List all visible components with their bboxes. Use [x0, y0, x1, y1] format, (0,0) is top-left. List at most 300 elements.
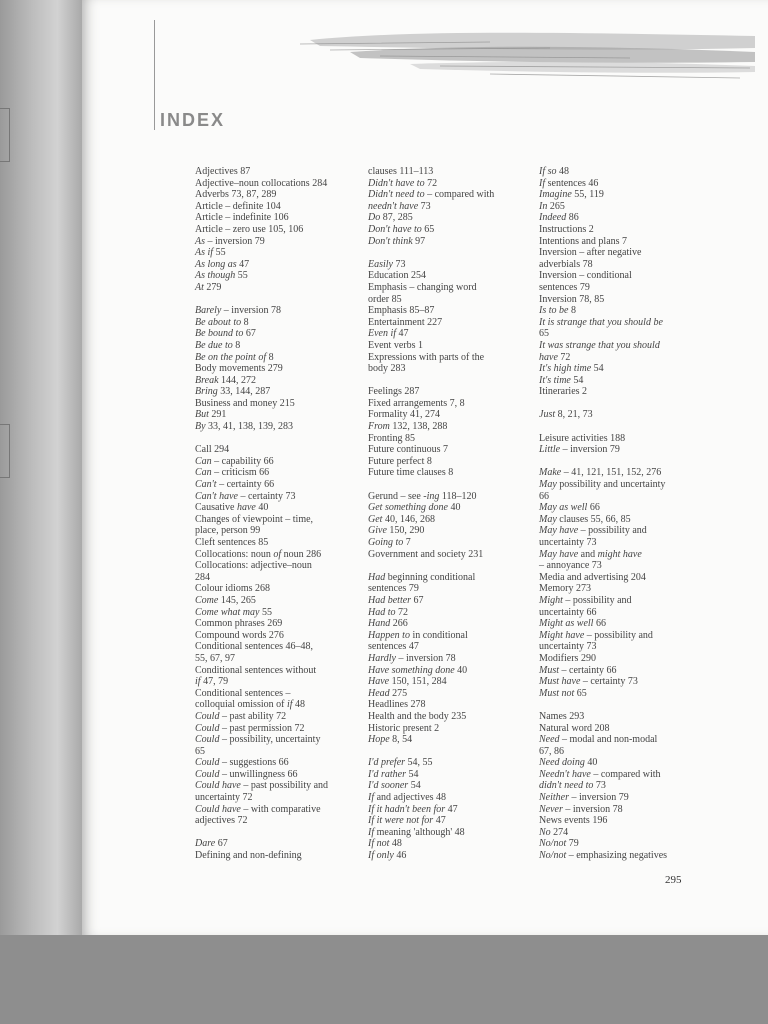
index-text: sentences 46 [545, 177, 599, 189]
index-term-italic: No [539, 826, 551, 838]
index-text: – possibility, uncertainty [219, 734, 321, 746]
index-entry [539, 317, 679, 329]
index-text: order 85 [368, 293, 402, 305]
index-text: Inversion – after negative [539, 247, 642, 259]
index-text: – suggestions 66 [219, 757, 289, 769]
index-term-italic: If so [539, 166, 557, 177]
index-text: – certainty 66 [216, 479, 275, 491]
index-term-italic: Hand [368, 618, 391, 630]
index-text: 54 [570, 374, 584, 386]
index-entry [539, 502, 679, 514]
index-entry [368, 757, 533, 769]
index-term-italic: Going to [368, 537, 404, 548]
index-entry [368, 838, 533, 850]
index-entry [195, 166, 360, 178]
index-text: 73 [593, 780, 606, 792]
index-entry [195, 525, 360, 537]
index-entry [368, 827, 533, 839]
index-entry [195, 247, 360, 259]
index-gap [195, 827, 360, 839]
index-text: 66 [587, 502, 600, 514]
index-text: Natural word 208 [539, 722, 610, 734]
index-entry [368, 224, 533, 236]
index-text: – unwillingness 66 [219, 768, 298, 780]
index-term-italic: Must [539, 664, 559, 676]
index-text: 284 [195, 571, 210, 583]
index-entry [195, 212, 360, 224]
index-term-italic: May [539, 479, 557, 491]
index-entry [368, 804, 533, 816]
index-text: 73 [418, 200, 431, 212]
index-text: 86 [566, 212, 579, 224]
index-entry [368, 189, 533, 201]
index-term-italic: I'd sooner [368, 780, 409, 792]
index-text: – past permission 72 [219, 722, 305, 734]
index-text: Historic present 2 [368, 722, 440, 734]
index-text: 65 [539, 328, 549, 340]
index-entry [539, 236, 679, 248]
index-text: 291 [208, 409, 227, 421]
index-entry [368, 711, 533, 723]
index-entry [539, 282, 679, 294]
index-gap [368, 479, 533, 491]
index-text: place, person 99 [195, 525, 261, 537]
index-entry [539, 467, 679, 479]
index-text: Modifiers 290 [539, 652, 596, 664]
index-column-3 [539, 166, 679, 862]
index-entry [195, 491, 360, 503]
index-entry [195, 514, 360, 526]
index-text: 40 [584, 757, 598, 769]
index-term-italic: Didn't need to [368, 189, 425, 201]
index-text: 48 [292, 699, 306, 711]
index-entry [368, 595, 533, 607]
index-text: 8, 21, 73 [555, 409, 593, 421]
index-text: Adjectives 87 [195, 166, 251, 177]
index-entry [195, 804, 360, 816]
index-entry [368, 699, 533, 711]
index-text: Emphasis 85–87 [368, 305, 435, 317]
index-text: 55 [213, 247, 226, 259]
index-entry [539, 607, 679, 619]
index-entry [539, 189, 679, 201]
index-text: Common phrases 269 [195, 618, 283, 630]
index-text: 47 [396, 328, 409, 340]
index-text: 67, 86 [539, 745, 564, 757]
index-term-italic: Happen to [368, 629, 410, 641]
index-entry [195, 630, 360, 642]
index-entry [195, 352, 360, 364]
index-term-italic: I'd prefer [368, 757, 406, 769]
index-text: beginning conditional [385, 571, 476, 583]
index-entry [195, 665, 360, 677]
index-text: uncertainty 72 [195, 792, 253, 804]
index-text: sentences 79 [539, 281, 590, 293]
index-term-italic: Might [539, 594, 563, 606]
index-entry [539, 815, 679, 827]
index-text: 65 [574, 687, 587, 699]
index-entry [195, 409, 360, 421]
index-entry [195, 479, 360, 491]
index-entry [195, 583, 360, 595]
index-entry [368, 270, 533, 282]
index-entry [195, 792, 360, 804]
index-text: – possibility and [578, 525, 647, 537]
index-text: adverbials 78 [539, 258, 593, 270]
index-entry [539, 676, 679, 688]
index-text: sentences 79 [368, 583, 419, 595]
index-entry [368, 212, 533, 224]
index-entry [539, 247, 679, 259]
index-entry [195, 676, 360, 688]
index-term-italic: Can't have [195, 490, 238, 502]
index-entry [368, 537, 533, 549]
index-text: 55, 67, 97 [195, 652, 235, 664]
index-entry [195, 236, 360, 248]
index-text: noun 286 [281, 548, 322, 560]
index-entry [539, 792, 679, 804]
index-entry [195, 317, 360, 329]
index-entry [539, 270, 679, 282]
index-term-italic: might have [597, 548, 642, 560]
index-term-italic: Don't think [368, 235, 413, 247]
index-entry [539, 595, 679, 607]
index-entry [195, 560, 360, 572]
index-entry [195, 699, 360, 711]
index-text: – possibility and [584, 629, 653, 641]
index-entry [368, 328, 533, 340]
index-entry [195, 189, 360, 201]
index-entry [195, 769, 360, 781]
index-text: Fixed arrangements 7, 8 [368, 397, 465, 409]
index-term-italic: Could [195, 710, 220, 722]
index-text: Media and advertising 204 [539, 571, 646, 583]
index-text: Future continuous 7 [368, 444, 448, 456]
index-term-italic: If only [368, 850, 394, 862]
index-text: 266 [390, 618, 408, 630]
index-text: – inversion 79 [560, 444, 620, 456]
index-term-italic: Be about to [195, 316, 242, 328]
index-term-italic: If it hadn't been for [368, 803, 446, 815]
index-term-italic: Get [368, 513, 383, 525]
index-text: – inversion 78 [395, 652, 456, 664]
index-gap [195, 433, 360, 445]
index-text: 67 [243, 328, 256, 340]
index-term-italic: Need doing [539, 757, 585, 769]
index-gap [368, 560, 533, 572]
index-entry [539, 549, 679, 561]
index-text: – certainty 66 [559, 664, 617, 676]
index-entry [539, 375, 679, 387]
index-text: – past possibility and [240, 780, 329, 792]
index-text: – possibility and [562, 594, 632, 606]
index-term-italic: have [236, 502, 256, 514]
index-text: 54 [408, 780, 421, 792]
index-entry [368, 549, 533, 561]
header-rule [154, 20, 155, 130]
index-gap [539, 456, 679, 468]
index-term-italic: Break [195, 374, 219, 386]
index-text: Event verbs 1 [368, 339, 423, 351]
index-entry [195, 421, 360, 433]
index-entry [368, 236, 533, 248]
index-text: 33, 144, 287 [217, 386, 271, 398]
index-entry [539, 409, 679, 421]
index-entry [195, 340, 360, 352]
index-gap [539, 398, 679, 410]
index-entry [368, 850, 533, 862]
index-term-italic: Come [195, 594, 219, 606]
index-entry [195, 607, 360, 619]
index-text: Inversion – conditional [539, 270, 632, 282]
index-entry [195, 282, 360, 294]
index-entry [539, 827, 679, 839]
index-entry [539, 178, 679, 190]
index-term-italic: Do [368, 212, 381, 224]
index-entry [539, 294, 679, 306]
index-entry [195, 305, 360, 317]
index-term-italic: May [539, 513, 557, 525]
index-term-italic: At [195, 281, 204, 293]
index-text: – annoyance 73 [539, 560, 602, 572]
index-term-italic: Needn't have [539, 768, 591, 780]
index-text: 48 [389, 838, 402, 850]
index-term-italic: Don't have to [368, 223, 422, 235]
index-text: 55 [259, 606, 272, 618]
index-term-italic: May have [539, 525, 579, 537]
index-text: – past ability 72 [219, 710, 287, 722]
edge-mark [0, 108, 10, 162]
index-entry [539, 479, 679, 491]
index-text: 47, 79 [200, 676, 229, 688]
index-entry [368, 409, 533, 421]
index-text: 66 [593, 618, 606, 630]
index-text: Article – zero use 105, 106 [195, 223, 304, 235]
index-text: adjectives 72 [195, 815, 248, 827]
index-term-italic: Might have [539, 629, 585, 641]
index-entry [368, 514, 533, 526]
index-text: colloquial omission of [195, 699, 287, 711]
index-term-italic: Little [539, 444, 561, 456]
index-entry [539, 386, 679, 398]
index-text: meaning 'although' 48 [374, 826, 465, 838]
index-gap [368, 375, 533, 387]
index-entry [539, 491, 679, 503]
index-entry [368, 525, 533, 537]
index-text: – criticism 66 [211, 467, 270, 479]
index-entry [368, 676, 533, 688]
index-text: Instructions 2 [539, 223, 594, 235]
index-entry [368, 583, 533, 595]
index-column-2 [368, 166, 533, 862]
index-entry [368, 259, 533, 271]
index-entry [368, 363, 533, 375]
index-text: 65 [421, 223, 435, 235]
index-gap [539, 421, 679, 433]
index-text: in conditional [409, 629, 468, 641]
index-entry [539, 328, 679, 340]
index-term-italic: I'd rather [368, 768, 406, 780]
index-entry [195, 757, 360, 769]
index-term-italic: If not [368, 838, 390, 850]
index-gap [368, 247, 533, 259]
index-entry [368, 398, 533, 410]
index-term-italic: As [195, 235, 205, 247]
index-term-italic: Had better [368, 594, 412, 606]
index-text: Leisure activities 188 [539, 432, 626, 444]
index-entry [539, 618, 679, 630]
index-gap [539, 699, 679, 711]
index-entry [368, 444, 533, 456]
index-entry [195, 386, 360, 398]
index-entry [195, 723, 360, 735]
index-term-italic: Must not [539, 687, 575, 699]
index-entry [539, 514, 679, 526]
index-entry [195, 456, 360, 468]
index-gap [368, 746, 533, 758]
index-entry [539, 560, 679, 572]
index-text: Memory 273 [539, 583, 591, 595]
index-term-italic: As though [195, 270, 236, 282]
index-term-italic: Is to be [539, 305, 569, 317]
index-term-italic: Had [368, 571, 386, 583]
index-entry [195, 838, 360, 850]
index-text: Compound words 276 [195, 629, 284, 641]
index-term-italic: Hardly [368, 652, 396, 664]
index-entry [195, 815, 360, 827]
index-entry [368, 769, 533, 781]
index-term-italic: Neither [539, 792, 569, 804]
index-term-italic: Could [195, 768, 220, 780]
index-text: 47 [433, 815, 446, 827]
index-entry [539, 688, 679, 700]
index-entry [368, 201, 533, 213]
index-text: 67 [411, 594, 424, 606]
index-entry [195, 850, 360, 862]
index-term-italic: Could [195, 734, 220, 746]
index-entry [368, 665, 533, 677]
index-entry [539, 444, 679, 456]
index-text: Defining and non-defining [195, 850, 302, 862]
index-entry [195, 653, 360, 665]
index-entry [539, 363, 679, 375]
index-term-italic: Can't [195, 479, 217, 491]
index-text: 67 [215, 838, 228, 850]
index-entry [539, 711, 679, 723]
index-text: 54 [405, 768, 419, 780]
index-term-italic: From [368, 421, 390, 433]
index-term-italic: No/not [539, 850, 567, 862]
index-text: Article – definite 104 [195, 200, 281, 212]
page-number: 295 [665, 874, 682, 886]
index-term-italic: By [195, 421, 206, 433]
index-entry [539, 572, 679, 584]
index-term-italic: Make [539, 467, 562, 479]
index-entry [539, 583, 679, 595]
index-term-italic: of [273, 548, 282, 560]
index-text: Inversion 78, 85 [539, 293, 605, 305]
index-term-italic: Hope [368, 734, 390, 746]
index-text: – modal and non-modal [559, 734, 658, 746]
index-term-italic: Get something done [368, 502, 448, 514]
index-entry [368, 502, 533, 514]
index-entry [368, 734, 533, 746]
index-text: 40 [454, 664, 468, 676]
index-term-italic: Never [539, 803, 563, 815]
index-text: – capability 66 [211, 455, 274, 467]
index-term-italic: didn't need to [539, 780, 594, 792]
index-text: Education 254 [368, 270, 427, 282]
index-term-italic: Can [195, 467, 212, 479]
index-entry [195, 572, 360, 584]
index-term-italic: Head [368, 687, 390, 699]
index-text: 7 [403, 537, 411, 548]
index-text: 8 [241, 316, 249, 328]
index-term-italic: May have [539, 548, 579, 560]
index-column-1 [195, 166, 360, 862]
index-text: Collocations: adjective–noun [195, 560, 312, 572]
index-text: Expressions with parts of the [368, 351, 485, 363]
index-entry [195, 618, 360, 630]
index-text: Future time clauses 8 [368, 467, 454, 479]
index-text: Adjective–noun collocations 284 [195, 177, 328, 189]
index-entry [195, 537, 360, 549]
index-term-italic: Dare [195, 838, 216, 850]
page-title: INDEX [160, 110, 226, 130]
index-text: Fronting 85 [368, 432, 415, 444]
index-text: and [578, 548, 598, 560]
index-text: 55, 119 [571, 189, 604, 201]
index-entry [368, 723, 533, 735]
index-text: Collocations: noun [195, 548, 274, 560]
index-text: Changes of viewpoint – time, [195, 513, 314, 525]
index-text: – 41, 121, 151, 152, 276 [561, 467, 662, 479]
index-term-italic: If [539, 177, 546, 189]
index-entry [368, 294, 533, 306]
index-term-italic: As if [195, 247, 214, 259]
index-text: 97 [412, 235, 426, 247]
index-text: clauses 55, 66, 85 [556, 513, 631, 525]
index-entry [195, 363, 360, 375]
index-text: Body movements 279 [195, 363, 283, 375]
index-term-italic: Be on the point of [195, 351, 267, 363]
index-entry [539, 653, 679, 665]
index-text: body 283 [368, 363, 406, 375]
index-text: Conditional sentences – [195, 687, 291, 699]
index-entry [539, 665, 679, 677]
index-text: – compared with [590, 768, 661, 780]
index-text: Headlines 278 [368, 699, 426, 711]
index-text: 72 [395, 606, 408, 618]
index-term-italic: Come what may [195, 606, 260, 618]
index-text: 66 [539, 490, 549, 502]
index-text: – certainty 73 [237, 490, 296, 502]
index-text: uncertainty 66 [539, 606, 597, 618]
index-text: – compared with [424, 189, 495, 201]
index-entry [195, 711, 360, 723]
index-term-italic: Could [195, 757, 220, 769]
index-term-italic: Be due to [195, 339, 233, 351]
index-text: 279 [203, 281, 222, 293]
index-text: 274 [550, 826, 569, 838]
index-term-italic: Imagine [539, 189, 572, 201]
index-entry [539, 259, 679, 271]
index-entry [539, 201, 679, 213]
index-text: Emphasis – changing word [368, 281, 477, 293]
index-text: Conditional sentences 46–48, [195, 641, 314, 653]
index-term-italic: Have something done [368, 664, 455, 676]
index-entry [195, 746, 360, 758]
